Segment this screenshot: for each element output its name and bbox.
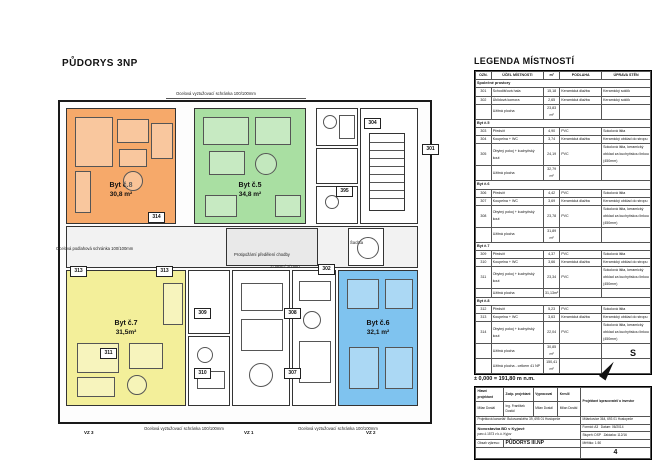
legend-cell: Keramický obklad do stropu [602,314,651,322]
legend-title: LEGENDA MÍSTNOSTÍ [474,56,575,66]
table-row [476,80,651,88]
legend-cell: PVC [560,127,602,135]
legend-cell: 4,37 [544,251,560,259]
tb-r1c2: Ing. František Dostál [504,402,534,416]
corridor-core[interactable] [226,228,318,266]
room-tag-313b[interactable]: 313 [156,266,173,277]
legend-cell: Užitná plocha [491,104,543,119]
tb-sheet-number: 4 [581,448,651,459]
legend-cell: Sokolová lišta, keramický obklad za kuchyňskou linkou (450mm) [602,205,651,227]
room-hall-309[interactable] [188,270,230,334]
tb-address: Projektová kancelář: Bukovanského 39, 695 01 Hustopeče [476,416,581,424]
legend-cell: 3,69 [544,197,560,205]
legend-cell: 310 [476,259,492,267]
legend-cell [560,227,602,242]
table-row [476,96,651,104]
legend-section-label: Byt č.5 [476,119,651,127]
legend-cell: 31,89 m² [544,227,560,242]
exit-vz2: VZ 2 [366,430,376,435]
legend-cell: 4,90 [544,127,560,135]
legend-cell: Předsíň [491,305,543,313]
legend-cell: Keramický obklad do stropu [602,136,651,144]
legend-table [474,70,652,375]
tb-r1c1: Milan Dostál [476,402,504,416]
legend-cell: Předsíň [491,127,543,135]
unit-area-6: 32,1 m² [366,329,390,337]
legend-cell [476,166,492,181]
floor-plan [48,86,446,438]
table-row [476,166,651,181]
elevation-note: ± 0,000 = 191,80 m n.m. [474,376,535,382]
unit-name-8: Byt č.8 [109,182,133,189]
th-m2: m² [544,72,560,80]
room-tag-310[interactable]: 310 [194,368,211,379]
unit-area-8: 30,8 m² [109,191,133,199]
room-bathroom-304[interactable] [316,108,358,146]
room-group-middle[interactable] [232,270,290,406]
room-tag-313a[interactable]: 313 [70,266,87,277]
unit-name-5: Byt č.5 [238,182,262,189]
apartment-byt-7[interactable] [66,270,186,406]
legend-cell: 23,34 [544,267,560,289]
table-row [476,197,651,205]
note-bottom-2: Ocelová vyztužovací schránka 100/100mm [298,426,378,431]
room-bathroom-307[interactable] [292,270,336,406]
tb-h4: Kreslil [558,388,581,402]
exit-vz1: VZ 1 [244,430,254,435]
table-row [476,314,651,322]
legend-cell: 301 [476,88,492,96]
legend-section-label: Společné prostory [476,80,651,88]
legend-cell [560,104,602,119]
table-row [476,322,651,344]
tb-drawing-name: PŮDORYS III.NP [504,440,581,448]
legend-cell: Keramický obklad do stropu [602,259,651,267]
note-corridor: Protipožární předělení chodby [234,252,290,257]
legend-cell: PVC [560,322,602,344]
table-row [476,144,651,166]
note-shaft: Šachta [350,240,364,245]
legend-cell [560,289,602,297]
legend-cell: Keramická dlažba [560,96,602,104]
legend-cell [560,166,602,181]
legend-cell: Koupelna + WC [491,136,543,144]
legend-cell: 309 [476,251,492,259]
legend-cell: Keramická dlažba [560,88,602,96]
legend-cell: Sokolová lišta, keramický obklad za kuchyňskou linkou (450mm) [602,322,651,344]
legend-cell: Koupelna + WC [491,197,543,205]
legend-cell: Keramický soklík [602,88,651,96]
legend-cell: 303 [476,127,492,135]
th-ucel: ÚČEL MÍSTNOSTI [491,72,543,80]
legend-cell [476,104,492,119]
legend-cell: 30,85 m² [544,344,560,359]
legend-cell: 150,41 m² [544,359,560,374]
legend-cell: 313 [476,314,492,322]
legend-cell: PVC [560,189,602,197]
legend-cell: 24,19 [544,144,560,166]
table-row [476,127,651,135]
room-tag-301[interactable]: 301 [422,144,439,155]
legend-cell: Předsíň [491,189,543,197]
tb-h3: Vypracoval [533,388,558,402]
legend-cell: PVC [560,144,602,166]
exit-vz3: VZ 3 [84,430,94,435]
legend-cell: 32,79 m² [544,166,560,181]
unit-name-6: Byt č.6 [366,320,390,327]
legend-cell: Užitná plocha [491,289,543,297]
apartment-byt-8[interactable] [66,108,176,224]
unit-name-7: Byt č.7 [114,320,138,327]
legend-cell: Sokolová lišta, keramický obklad za kuchyňskou linkou (450mm) [602,144,651,166]
legend-section-label: Byt č.7 [476,242,651,250]
th-steny: ÚPRAVA STĚN [602,72,651,80]
legend-cell: Sokolová lišta [602,127,651,135]
room-tag-314[interactable]: 314 [148,212,165,223]
legend-cell [602,289,651,297]
table-row [476,119,651,127]
legend-cell: Obytný pokoj + kuchyňský kout [491,205,543,227]
legend-cell: Sokolová lišta [602,305,651,313]
note-top: Ocelová vyztužovací schránka 100/100mm [176,91,256,96]
apartment-byt-6[interactable] [338,270,418,406]
room-tag-307[interactable]: 307 [284,368,301,379]
th-podlaha: PODLAHA [560,72,602,80]
legend-cell [602,104,651,119]
legend-cell: Koupelna + WC [491,314,543,322]
legend-cell: Keramická dlažba [560,314,602,322]
legend-cell: Keramický soklík [602,96,651,104]
legend-cell: PVC [560,251,602,259]
legend-cell: PVC [560,267,602,289]
table-row [476,267,651,289]
tb-drawing-label: Obsah výkresu: [476,440,504,448]
legend-cell: 3,66 [544,259,560,267]
table-row [476,251,651,259]
tb-blank [476,448,581,459]
room-tag-302[interactable]: 302 [318,264,335,275]
room-tag-304[interactable]: 304 [364,118,381,129]
note-bottom-1: Ocelová vyztužovací schránka 100/100mm [144,426,224,431]
legend-cell: 308 [476,205,492,227]
table-row [476,259,651,267]
table-row [476,227,651,242]
legend-cell: Obytný pokoj + kuchyňský kout [491,144,543,166]
legend-cell: Předsíň [491,251,543,259]
legend-cell: 2,65 [544,96,560,104]
table-row [476,189,651,197]
unit-area-5: 34,8 m² [238,191,262,199]
room-tag-309[interactable]: 309 [194,308,211,319]
table-row [476,205,651,227]
legend-cell: 23,83 m² [544,104,560,119]
legend-cell: Užitná plocha [491,166,543,181]
legend-cell: 15,18 [544,88,560,96]
legend-cell: Sokolová lišta, keramický obklad za kuchyňskou linkou (450mm) [602,267,651,289]
tb-h5: Projektant /zpracovatel/ a investor [581,388,651,417]
tb-f1: Formát: A3 Datum: 06/2014 [581,424,651,432]
legend-cell: 5,23 [544,305,560,313]
room-tag-308[interactable]: 308 [284,308,301,319]
unit-area-7: 31,5m² [115,329,137,337]
legend-cell: 306 [476,189,492,197]
tb-address2: Milánkovice 364, 693 01 Hustopeče [581,416,651,424]
tb-h1: Hlavní projektant [476,388,504,402]
legend-cell: 311 [476,267,492,289]
tb-project: Novostavba BD v Kyjově parc.č.1573 v k.ú. Kyjov [476,424,581,440]
legend-cell [602,166,651,181]
legend-cell [476,227,492,242]
apartment-byt-5[interactable] [194,108,306,224]
north-arrow [596,348,644,388]
compass-needle-icon [599,360,617,381]
legend-cell [476,359,492,374]
legend-cell: 4,42 [544,189,560,197]
table-row [476,181,651,189]
legend-cell: Užitná plocha - celkem 41 NP [491,359,543,374]
legend-cell [602,227,651,242]
legend-cell: 23,78 [544,205,560,227]
title-block [474,386,652,460]
legend-cell: Užitná plocha [491,344,543,359]
legend-cell: Keramický obklad do stropu [602,197,651,205]
legend-cell: 31,13m² [544,289,560,297]
legend-section-label: Byt č.8 [476,297,651,305]
table-row [476,104,651,119]
table-row [476,242,651,250]
north-label: S [630,348,637,358]
tb-f3: Měřítko: 1:50 [581,440,651,448]
th-ozn: OZN. [476,72,492,80]
legend-cell: 3,74 [544,136,560,144]
room-tag-311[interactable]: 311 [100,348,117,359]
legend-cell: Sokolová lišta [602,251,651,259]
room-shaft[interactable] [348,228,384,266]
legend-cell: 22,04 [544,322,560,344]
legend-cell: 312 [476,305,492,313]
legend-cell [476,344,492,359]
legend-cell [476,289,492,297]
table-row [476,289,651,297]
legend-cell: Keramická dlažba [560,259,602,267]
legend-cell: 3,63 [544,314,560,322]
legend-cell: 304 [476,136,492,144]
legend-cell: Užitná plocha [491,227,543,242]
table-row [476,297,651,305]
table-row [476,136,651,144]
legend-cell: Keramická dlažba [560,136,602,144]
legend-cell: Schodišťová hala [491,88,543,96]
page-title: PŮDORYS 3NP [62,58,138,69]
table-header-row [476,72,651,80]
note-left: Ocelová podlahová schránka 100/100mm [56,246,134,251]
legend-cell: Obytný pokoj + kuchyňský kout [491,267,543,289]
legend-cell: 302 [476,96,492,104]
table-row [476,305,651,313]
room-hall-303[interactable] [316,148,358,184]
legend-cell: 305 [476,144,492,166]
legend-cell: 307 [476,197,492,205]
legend-cell: Sokolová lišta [602,189,651,197]
legend-cell: Úklidová komora [491,96,543,104]
legend-section-label: Byt č.6 [476,181,651,189]
legend-cell: 314 [476,322,492,344]
tb-r1c4: Milan Dostál [558,402,581,416]
legend-cell: Obytný pokoj + kuchyňský kout [491,322,543,344]
tb-f2: Stupeň: DSP Zakázka: 112/16 [581,432,651,440]
tb-h2: Zodp. projektant [504,388,534,402]
note-core: Z-1800 / 2/1500 [270,264,300,269]
legend-cell: PVC [560,305,602,313]
tb-r1c3: Milan Dostál [533,402,558,416]
legend-cell: PVC [560,205,602,227]
room-tag-395[interactable]: 395 [336,186,353,197]
legend-cell: Koupelna + WC [491,259,543,267]
legend-cell: Keramická dlažba [560,197,602,205]
table-row [476,88,651,96]
